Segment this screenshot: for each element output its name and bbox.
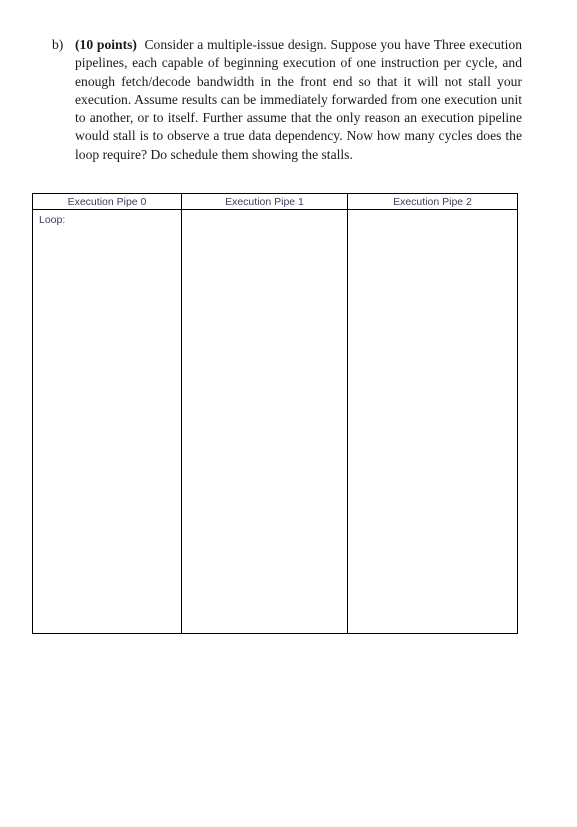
schedule-table [32,193,518,634]
question-b [52,36,522,164]
loop-label: Loop: [39,214,66,226]
pipe-1-cell[interactable] [182,210,348,634]
question-text: Consider a multiple-issue design. Suppose you have Three execution pipelines, each capable of beginning execution of one instruction per cycle, and enough fetch/decode bandwidth in the front end so that it will not stall your execution. Assume results can be immediately forwarded from one execution unit to another, or to itself. Further assume that the only reason an execution pipeline would stall is to observe a true data dependency. Now how many cycles does the loop require? Do schedule them showing the stalls. [75,37,522,162]
header-execution-pipe-0: Execution Pipe 0 [33,194,182,210]
pipe-0-cell[interactable] [33,210,182,634]
question-body [75,36,522,164]
question-points: (10 points) [75,37,137,52]
schedule-header-row [33,194,518,210]
schedule-body-row [33,210,518,634]
question-letter: b) [52,37,64,52]
header-execution-pipe-1: Execution Pipe 1 [182,194,348,210]
header-execution-pipe-2: Execution Pipe 2 [348,194,518,210]
pipe-2-cell[interactable] [348,210,518,634]
